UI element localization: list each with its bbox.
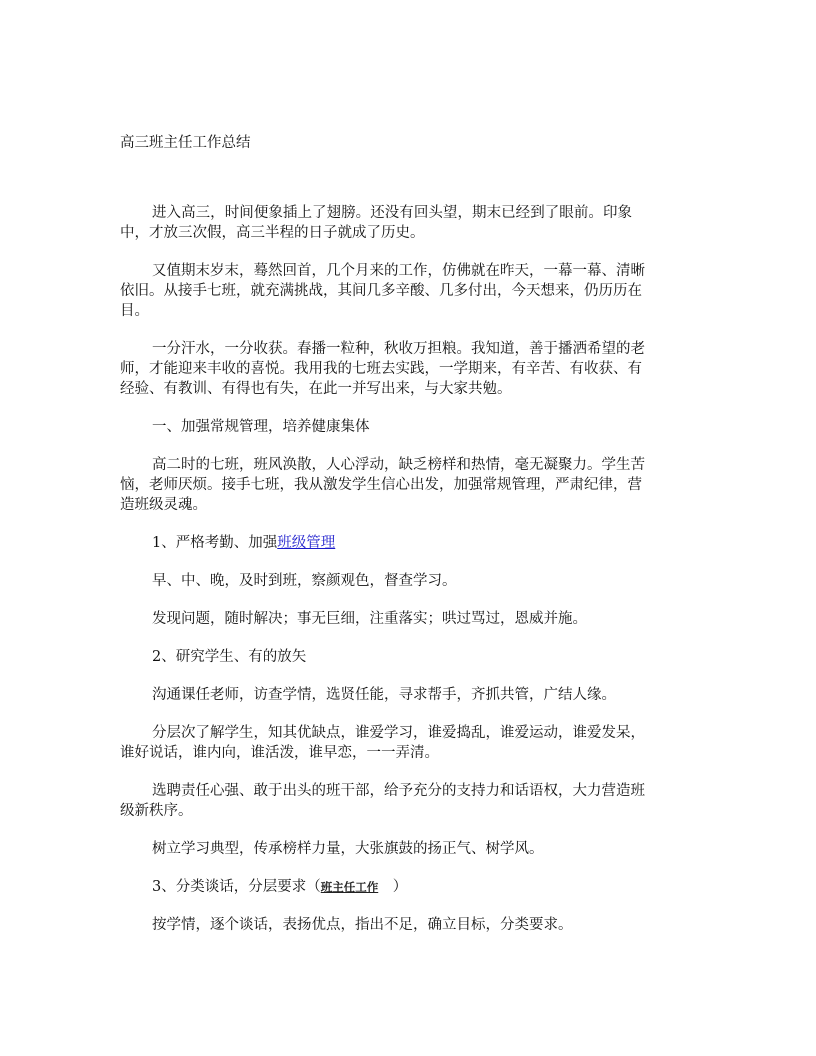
paragraph-line: 中，才放三次假，高三半程的日子就成了历史。 [120,225,425,241]
paragraph [120,647,632,667]
paragraph-line: 沟通课任老师，访查学情，选贤任能，寻求帮手，齐抓共管，广结人缘。 [152,687,616,703]
paragraph-line: 级新秩序。 [120,803,193,819]
paragraph-line: 谁好说话，谁内向，谁活泼，谁早恋，一一弄清。 [120,745,439,761]
paragraph-line: 依旧。从接手七班，就充满挑战，其间几多辛酸、几多付出，今天想来，仍历历在 [120,283,642,299]
paragraph-line: 2、研究学生、有的放矢 [152,649,307,665]
heading-text: 3、分类谈话，分层要求（ [152,879,321,895]
section-heading-1 [120,533,632,553]
paragraph [120,417,632,437]
paragraph [120,685,632,705]
paragraph [120,203,632,243]
paragraph-line: 师，才能迎来丰收的喜悦。我用我的七班去实践，一学期来，有辛苦、有收获、有 [120,361,642,377]
paragraph [120,609,632,629]
paragraph-line: 高二时的七班，班风涣散，人心浮动，缺乏榜样和热情，毫无凝聚力。学生苦 [152,457,645,473]
paragraph-line: 一、加强常规管理，培养健康集体 [152,419,370,435]
paragraph [120,915,632,935]
head-teacher-tag[interactable]: 班主任工作 [320,880,379,894]
paragraph-line: 经验、有教训、有得也有失，在此一并写出来，与大家共勉。 [120,381,512,397]
heading-suffix: ） [378,879,408,895]
paragraph-line: 造班级灵魂。 [120,497,207,513]
paragraph-line: 目。 [120,303,149,319]
paragraph [120,455,645,515]
paragraph [120,723,645,763]
section-heading-3 [120,877,632,897]
paragraph [120,339,645,399]
paragraph-line: 树立学习典型，传承榜样力量，大张旗鼓的扬正气、树学风。 [152,841,544,857]
paragraph-line: 选聘责任心强、敢于出头的班干部，给予充分的支持力和话语权，大力营造班 [152,783,645,799]
document-title: 高三班主任工作总结 [120,135,251,151]
paragraph-line: 早、中、晚，及时到班，察颜观色，督查学习。 [152,573,457,589]
document-body [120,203,645,953]
paragraph [120,571,632,591]
paragraph-line: 分层次了解学生，知其优缺点，谁爱学习，谁爱捣乱，谁爱运动，谁爱发呆， [152,725,645,741]
paragraph [120,781,645,821]
paragraph-line: 进入高三，时间便象插上了翅膀。还没有回头望，期末已经到了眼前。印象 [152,205,632,221]
paragraph-line: 恼，老师厌烦。接手七班，我从激发学生信心出发，加强常规管理，严肃纪律，营 [120,477,642,493]
paragraph [120,839,632,859]
paragraph [120,261,645,321]
paragraph-line: 按学情，逐个谈话，表扬优点，指出不足，确立目标，分类要求。 [152,917,573,933]
heading-text: 1、严格考勤、加强 [152,535,278,551]
class-management-link[interactable]: 班级管理 [277,535,336,551]
paragraph-line: 发现问题，随时解决；事无巨细，注重落实；哄过骂过，恩威并施。 [152,611,587,627]
paragraph-line: 一分汗水，一分收获。春播一粒种，秋收万担粮。我知道，善于播洒希望的老 [152,341,645,357]
paragraph-line: 又值期末岁末，蓦然回首，几个月来的工作，仿佛就在昨天，一幕一幕、清晰 [152,263,645,279]
